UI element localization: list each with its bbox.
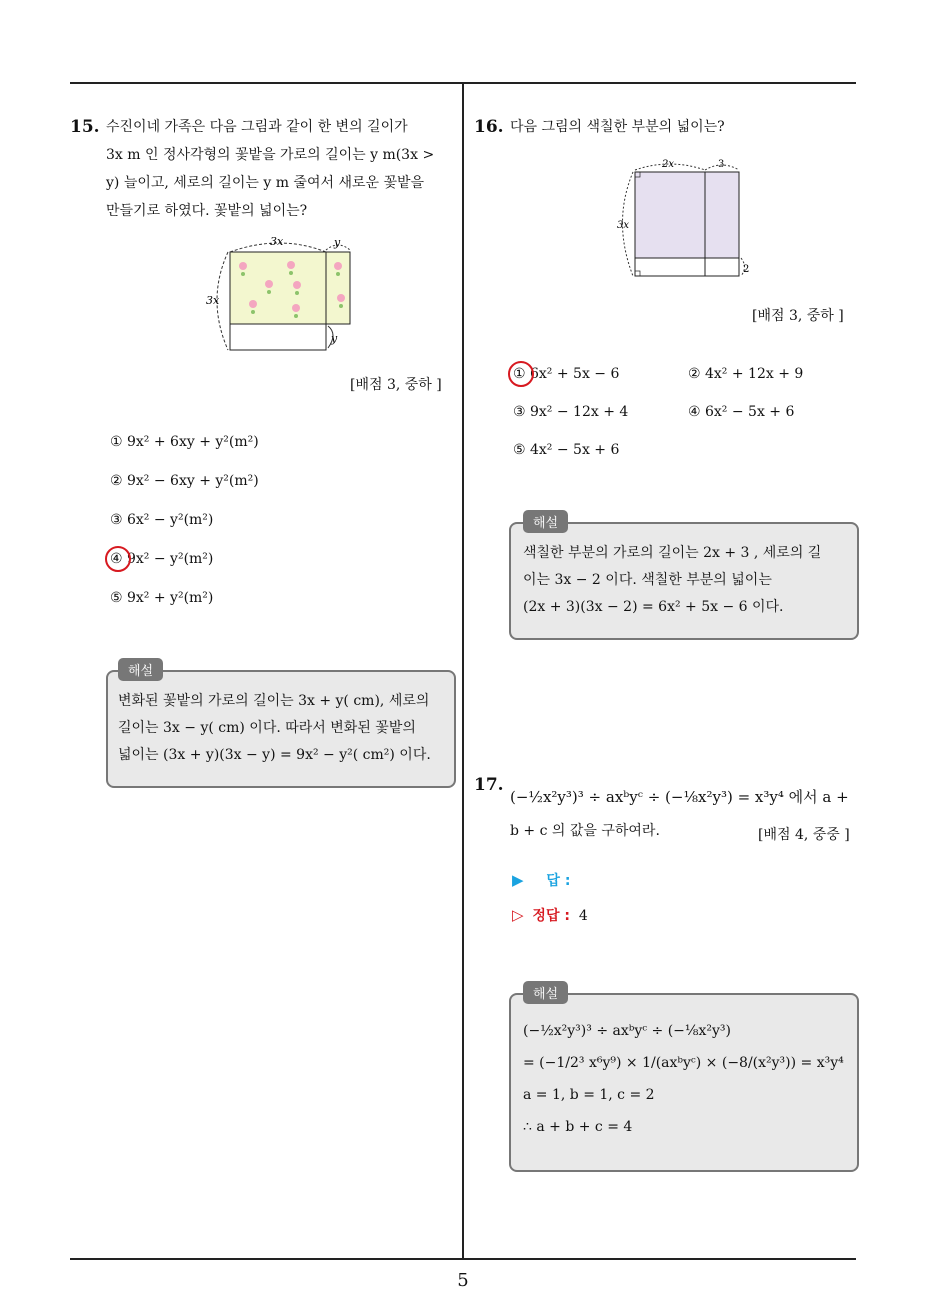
explanation-line: (2x + 3)(3x − 2) = 6x² + 5x − 6 이다.: [523, 599, 784, 615]
choice-15-3[interactable]: ③ 6x² − y²(m²): [110, 512, 214, 528]
choice-16-1[interactable]: ① 6x² + 5x − 6: [513, 366, 620, 382]
question-17-line1: (−½x²y³)³ ÷ axᵇyᶜ ÷ (−⅛x²y³) = x³y⁴ 에서 a +: [510, 788, 849, 806]
choice-16-2[interactable]: ② 4x² + 12x + 9: [688, 366, 804, 382]
figure-label-top-right: y: [334, 236, 341, 249]
play-icon: ▶: [512, 871, 524, 889]
answer-row: [512, 870, 570, 890]
explanation-line: 길이는 3x − y( cm) 이다. 따라서 변화된 꽃밭의: [118, 720, 416, 736]
explanation-line: 넓이는 (3x + y)(3x − y) = 9x² − y²( cm²) 이다.: [118, 747, 431, 763]
question-15-line: y) 늘이고, 세로의 길이는 y m 줄여서 새로운 꽃밭을: [106, 175, 425, 191]
figure-label-bottom-right: y: [331, 332, 338, 345]
explanation-tag-17: 해설: [523, 981, 568, 1004]
correct-value: 4: [578, 908, 588, 924]
question-number-17: 17.: [474, 775, 504, 795]
explanation-17-text: [523, 1015, 853, 1143]
explanation-line: ∴ a + b + c = 4: [523, 1119, 633, 1135]
figure-label-top: 3x: [270, 235, 284, 248]
question-number-16: 16.: [474, 117, 504, 137]
explanation-line: (−½x²y³)³ ÷ axᵇyᶜ ÷ (−⅛x²y³): [523, 1023, 731, 1039]
answer-mark-circle: [105, 546, 131, 572]
answer-mark-circle: [508, 361, 534, 387]
explanation-tag-15: 해설: [118, 658, 163, 681]
question-16-text: 다음 그림의 색칠한 부분의 넓이는?: [510, 119, 725, 135]
choice-15-1[interactable]: ① 9x² + 6xy + y²(m²): [110, 434, 259, 450]
flower-garden-figure: [200, 228, 370, 358]
explanation-15-text: [118, 688, 448, 769]
correct-answer-row: [512, 905, 588, 925]
explanation-line: a = 1, b = 1, c = 2: [523, 1087, 655, 1103]
choice-16-3[interactable]: ③ 9x² − 12x + 4: [513, 404, 629, 420]
question-15-line: 수진이네 가족은 다음 그림과 같이 한 변의 길이가: [106, 119, 408, 135]
figure-label-2: 2: [743, 264, 750, 275]
question-15-text: [106, 113, 456, 225]
shaded-rectangle-figure: [610, 152, 760, 282]
page-number: 5: [457, 1270, 469, 1291]
figure-label-3x: 3x: [617, 220, 630, 231]
correct-label: 정답 :: [532, 908, 570, 924]
choice-16-5[interactable]: ⑤ 4x² − 5x + 6: [513, 442, 620, 458]
question-17-score: [배점 4, 중중 ]: [758, 827, 850, 843]
explanation-tag-16: 해설: [523, 510, 568, 533]
bottom-rule: [70, 1258, 856, 1260]
question-17-line2: b + c 의 값을 구하여라.: [510, 823, 660, 839]
choice-15-5[interactable]: ⑤ 9x² + y²(m²): [110, 590, 214, 606]
explanation-16-text: [523, 540, 853, 621]
column-divider: [462, 82, 464, 1260]
figure-label-3: 3: [718, 159, 725, 170]
choice-15-2[interactable]: ② 9x² − 6xy + y²(m²): [110, 473, 259, 489]
explanation-line: = (−1/2³ x⁶y⁹) × 1/(axᵇyᶜ) × (−8/(x²y³)) = x³y⁴: [523, 1055, 844, 1071]
triangle-outline-icon: ▷: [512, 906, 524, 924]
question-15-line: 만들기로 하였다. 꽃밭의 넓이는?: [106, 203, 308, 219]
choice-16-4[interactable]: ④ 6x² − 5x + 6: [688, 404, 795, 420]
question-15-score: [배점 3, 중하 ]: [350, 377, 442, 393]
question-16-score: [배점 3, 중하 ]: [752, 308, 844, 324]
explanation-line: 이는 3x − 2 이다. 색칠한 부분의 넓이는: [523, 572, 772, 588]
explanation-line: 변화된 꽃밭의 가로의 길이는 3x + y( cm), 세로의: [118, 693, 430, 709]
explanation-line: 색칠한 부분의 가로의 길이는 2x + 3 , 세로의 길: [523, 545, 822, 561]
question-number-15: 15.: [70, 117, 100, 137]
figure-label-2x: 2x: [662, 159, 675, 170]
choice-15-4[interactable]: ④ 9x² − y²(m²): [110, 551, 214, 567]
figure-label-left: 3x: [206, 294, 220, 307]
question-15-line: 3x m 인 정사각형의 꽃밭을 가로의 길이는 y m(3x >: [106, 147, 435, 163]
answer-label: 답 :: [546, 873, 571, 889]
